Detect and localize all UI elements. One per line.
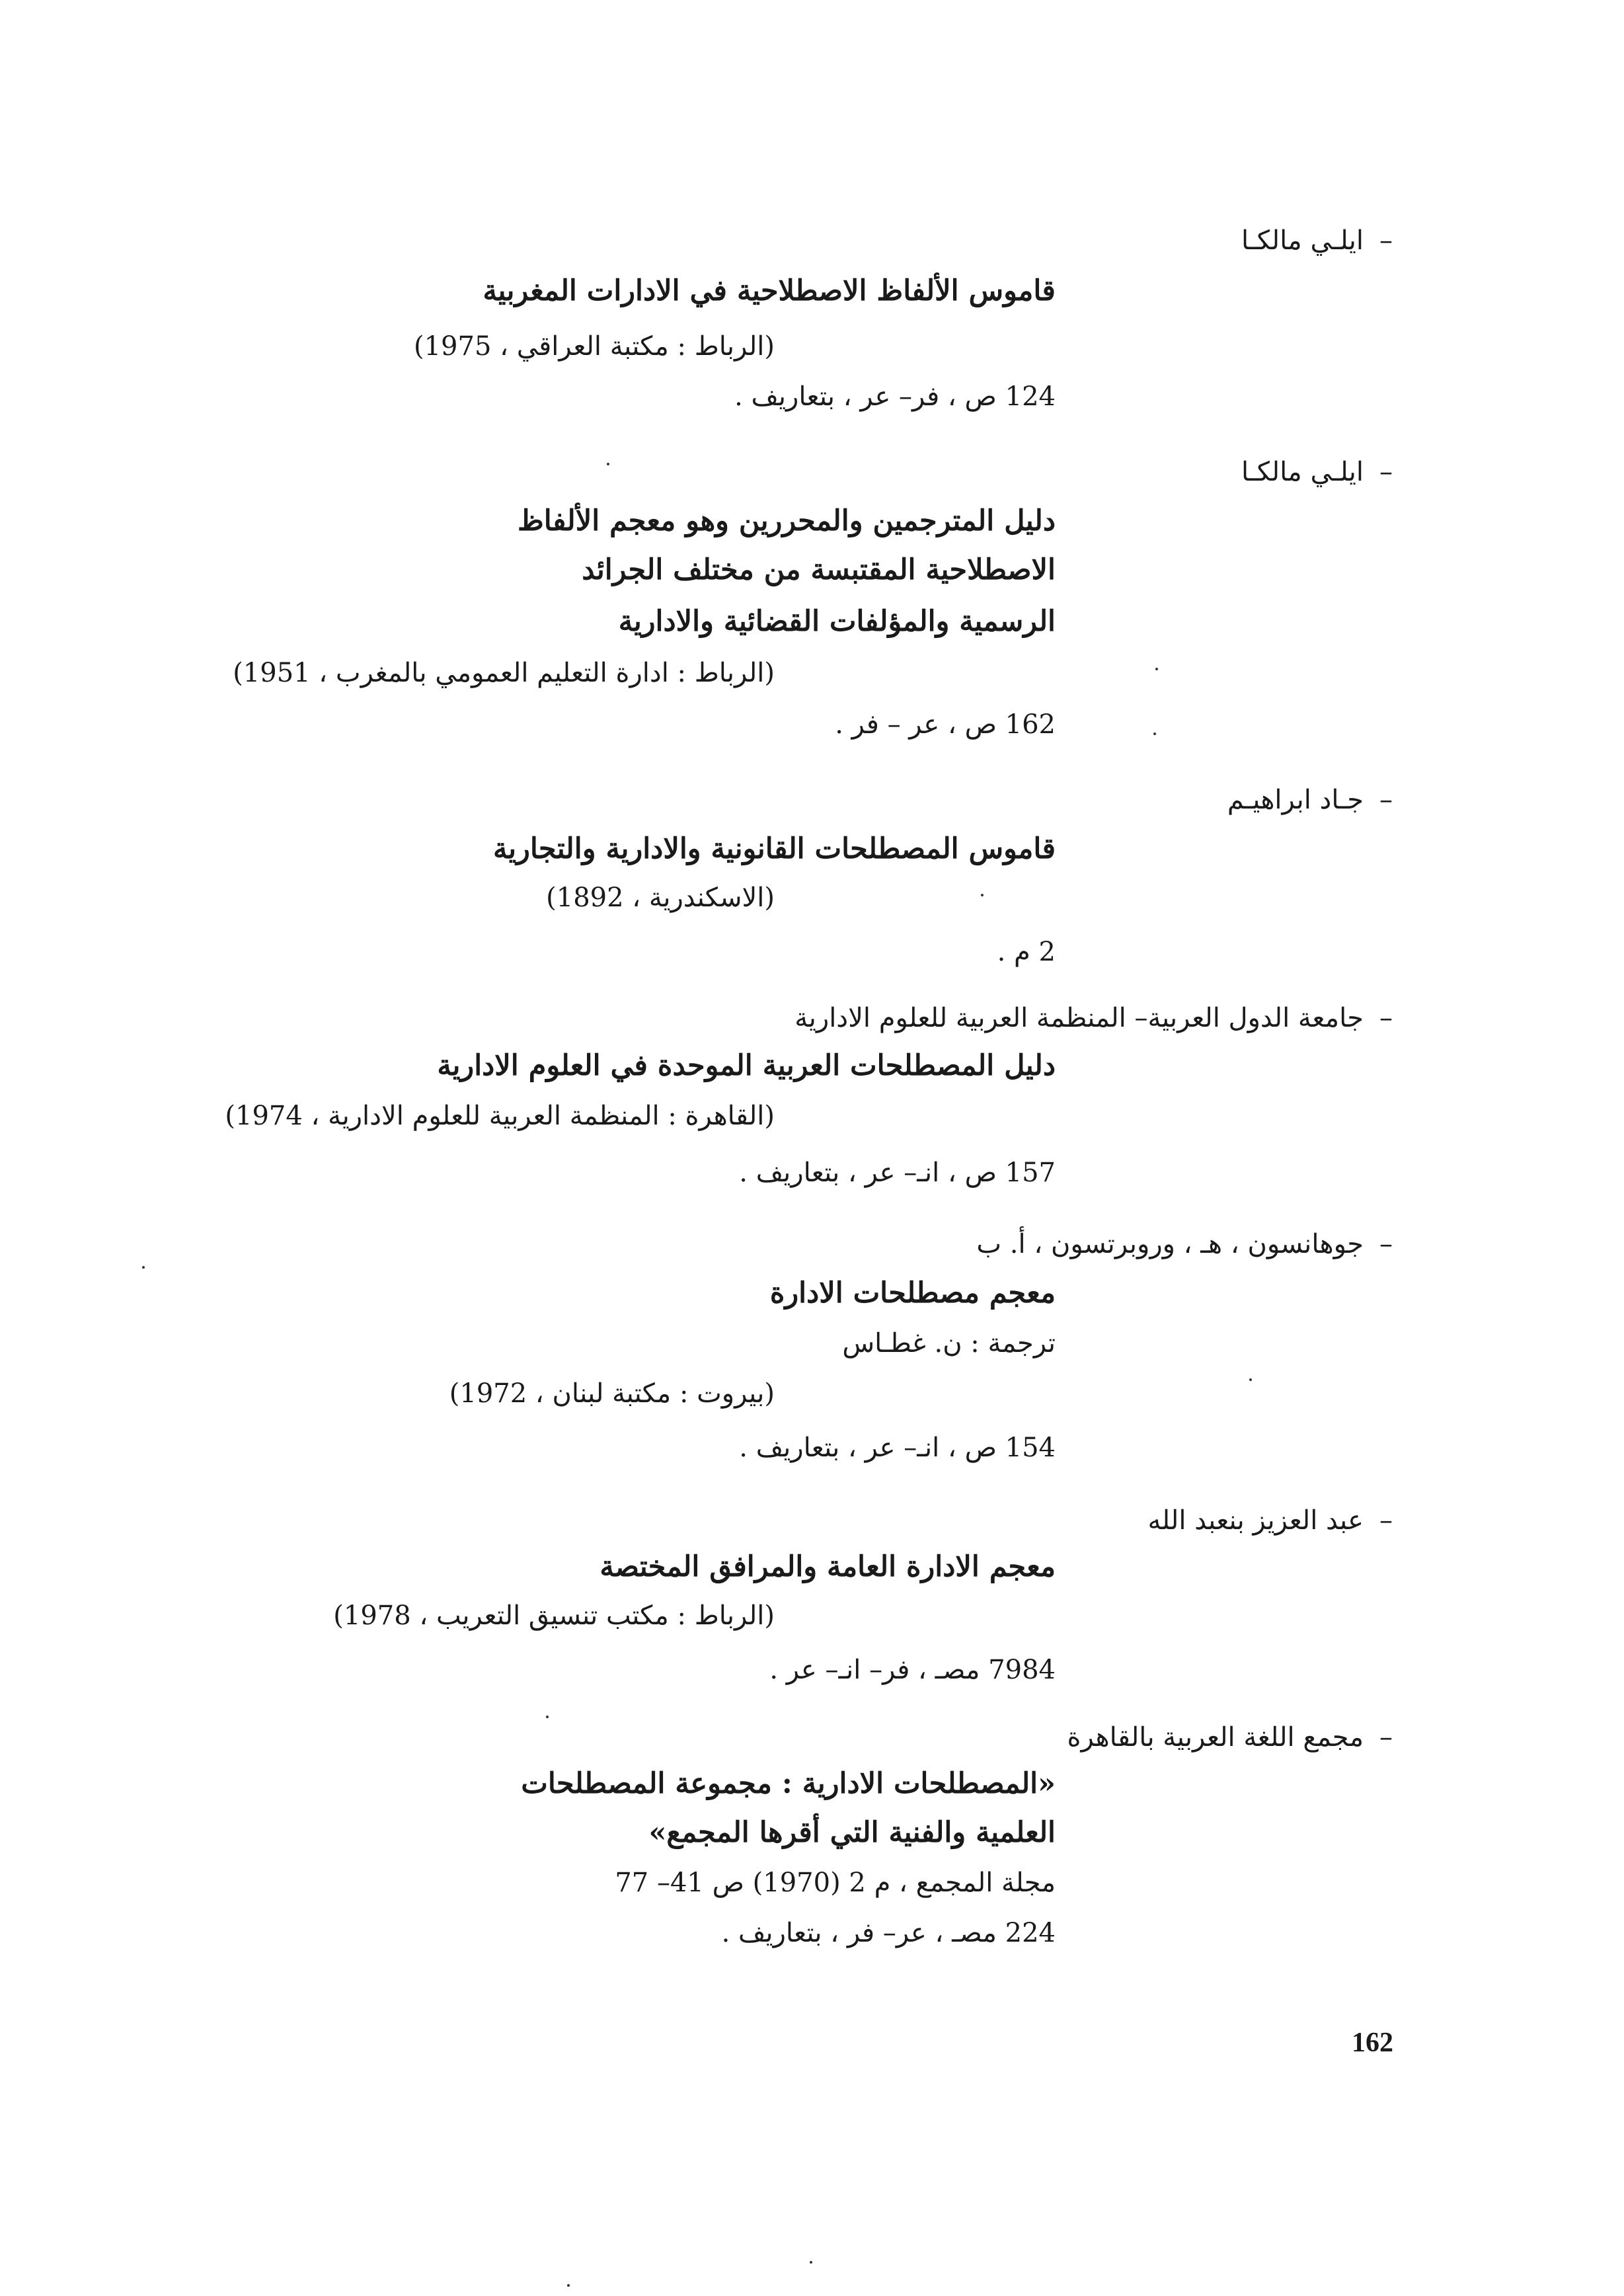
entry-dash: – bbox=[1379, 1229, 1393, 1259]
entry-title: الرسمية والمؤلفات القضائية والادارية bbox=[618, 605, 1056, 638]
entry-author: –جامعة الدول العربية– المنظمة العربية للعلوم الادارية bbox=[794, 1000, 1393, 1037]
entry-author: –جـاد ابراهيـم bbox=[1227, 781, 1393, 818]
scan-speck bbox=[607, 463, 609, 465]
entry-physical-description: 162 ص ، عر – فر . bbox=[835, 709, 1056, 740]
entry-physical-description: 7984 مصـ ، فر– انـ– عر . bbox=[769, 1655, 1056, 1685]
entry-title: قاموس الألفاظ الاصطلاحية في الادارات المغربية bbox=[483, 274, 1056, 307]
entry-title: الاصطلاحية المقتبسة من مختلف الجرائد bbox=[582, 553, 1056, 586]
entry-publication: (الرباط : ادارة التعليم العمومي بالمغرب ، 1951) bbox=[233, 658, 775, 688]
entry-author: –ايلـي مالكـا bbox=[1241, 222, 1393, 259]
entry-translator: ترجمة : ن. غطـاس bbox=[842, 1328, 1056, 1359]
scan-speck bbox=[546, 1716, 549, 1718]
entry-dash: – bbox=[1379, 1505, 1393, 1536]
entry-title: دليل المصطلحات العربية الموحدة في العلوم الادارية bbox=[437, 1049, 1056, 1082]
entry-author: –جوهانسون ، هـ ، وروبرتسون ، أ. ب bbox=[976, 1226, 1393, 1263]
entry-physical-description: 2 م . bbox=[997, 937, 1056, 967]
scan-speck bbox=[567, 2284, 570, 2287]
entry-dash: – bbox=[1379, 1722, 1393, 1753]
scan-speck bbox=[1249, 1378, 1252, 1381]
entry-author: –ايلـي مالكـا bbox=[1241, 454, 1393, 491]
scan-speck bbox=[810, 2261, 812, 2264]
entry-physical-description: 124 ص ، فر– عر ، بتعاريف . bbox=[734, 381, 1056, 412]
entry-dash: – bbox=[1379, 1003, 1393, 1033]
page-number: 162 bbox=[1352, 2028, 1393, 2058]
entry-title: دليل المترجمين والمحررين وهو معجم الألفاظ bbox=[517, 504, 1056, 537]
entry-title: قاموس المصطلحات القانونية والادارية والتجارية bbox=[493, 832, 1056, 865]
entry-title: «المصطلحات الادارية : مجموعة المصطلحات bbox=[521, 1767, 1056, 1800]
entry-publication: (الرباط : مكتب تنسيق التعريب ، 1978) bbox=[333, 1601, 775, 1631]
entry-publication: (بيروت : مكتبة لبنان ، 1972) bbox=[449, 1378, 775, 1409]
scan-speck bbox=[981, 894, 984, 896]
entry-dash: – bbox=[1379, 457, 1393, 487]
entry-title: معجم مصطلحات الادارة bbox=[769, 1277, 1056, 1310]
entry-physical-description: 157 ص ، انـ– عر ، بتعاريف . bbox=[739, 1158, 1056, 1188]
scan-speck bbox=[142, 1266, 145, 1269]
entry-title: معجم الادارة العامة والمرافق المختصة bbox=[599, 1550, 1056, 1583]
entry-physical-description: 154 ص ، انـ– عر ، بتعاريف . bbox=[739, 1433, 1056, 1463]
entry-dash: – bbox=[1379, 225, 1393, 256]
entry-author: –عبد العزيز بنعبد الله bbox=[1147, 1502, 1393, 1539]
entry-publication: مجلة المجمع ، م 2 (1970) ص 41– 77 bbox=[615, 1868, 1056, 1898]
entry-title: العلمية والفنية التي أقرها المجمع» bbox=[648, 1816, 1056, 1849]
entry-publication: (الرباط : مكتبة العراقي ، 1975) bbox=[414, 331, 775, 362]
entry-author: –مجمع اللغة العربية بالقاهرة bbox=[1067, 1719, 1393, 1756]
scan-speck bbox=[1155, 668, 1158, 670]
entry-publication: (القاهرة : المنظمة العربية للعلوم الادارية ، 1974) bbox=[225, 1101, 775, 1131]
entry-publication: (الاسكندرية ، 1892) bbox=[546, 883, 775, 913]
scan-speck bbox=[1153, 732, 1156, 735]
entry-dash: – bbox=[1379, 785, 1393, 815]
entry-physical-description: 224 مصـ ، عر– فر ، بتعاريف . bbox=[721, 1918, 1056, 1948]
